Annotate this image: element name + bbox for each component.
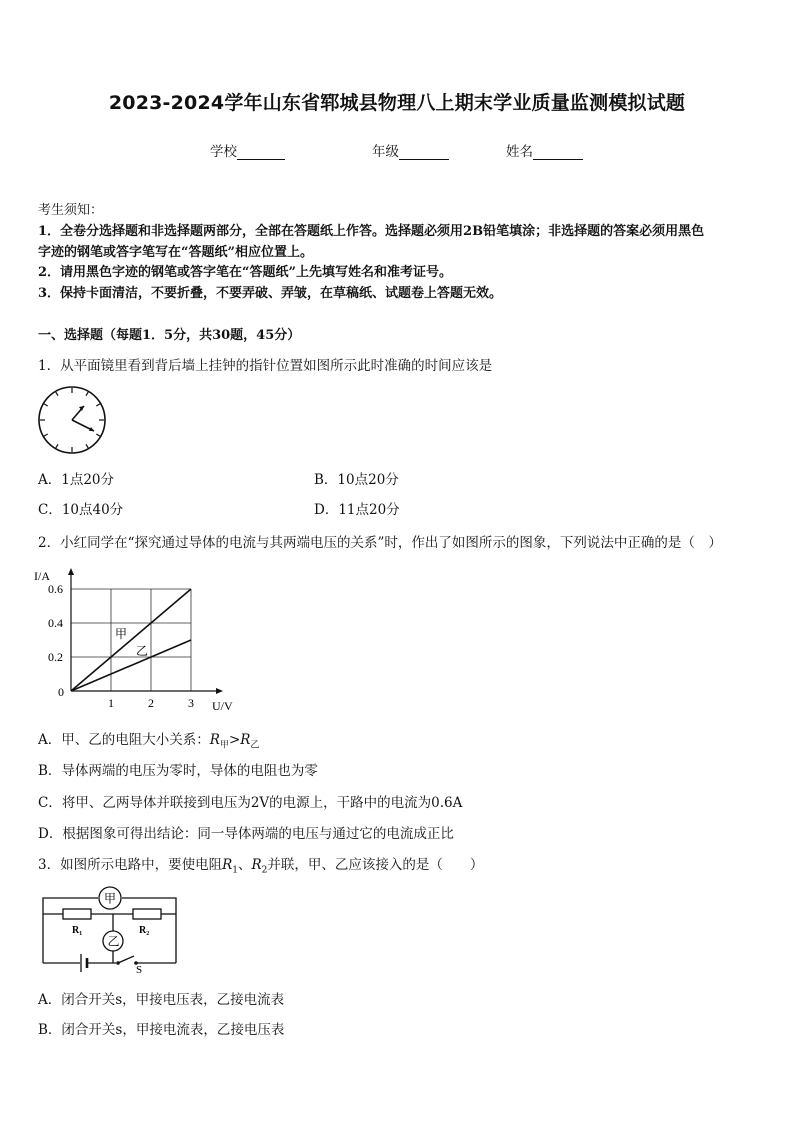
meter-jia [99, 887, 121, 909]
origin-label: 0 [58, 685, 64, 699]
grade-field [372, 140, 449, 160]
battery-icon [81, 954, 87, 972]
switch-label: S [136, 964, 143, 976]
r2-label: R₂ [139, 925, 150, 936]
name-field [506, 140, 583, 160]
notice-heading: 考生须知： [38, 203, 104, 218]
question-1-option-d: D．11点20分 [314, 502, 400, 518]
question-1-option-b: B．10点20分 [314, 472, 399, 488]
y-tick-label: 0.2 [48, 650, 63, 664]
question-2-option-a: A．甲、乙的电阻大小关系：$R_甲>R_乙$ [38, 732, 260, 751]
series-line-jia [71, 589, 191, 691]
x-tick-label: 3 [188, 696, 194, 710]
meter-yi [103, 931, 123, 951]
question-2-stem: 2．小红同学在“探究通过导体的电流与其两端电压的关系”时，作出了如图所示的图象，下列说法中正确的是（ ） [38, 535, 722, 551]
chart-axes [68, 568, 223, 694]
question-2-option-c: C．将甲、乙两导体并联接到电压为2V的电源上，干路中的电流为0.6A [38, 795, 463, 811]
question-1-stem: 1．从平面镜里看到背后墙上挂钟的指针位置如图所示此时准确的时间应该是 [38, 358, 493, 374]
question-3-option-a: A．闭合开关s，甲接电压表，乙接电流表 [38, 992, 285, 1008]
question-3-stem: 3．如图所示电路中，要使电阻$R_1$、$R_2$并联，甲、乙应该接入的是（ ） [38, 857, 484, 876]
svg-text:甲: 甲 [104, 891, 117, 906]
switch-icon [116, 956, 138, 965]
section-title: 一、选择题（每题1．5分，共30题，45分） [38, 328, 301, 343]
grade-blank [399, 145, 449, 160]
notice-item: 字迹的钢笔或答字笔写在“答题纸”相应位置上。 [38, 245, 313, 260]
school-blank [237, 145, 285, 160]
notice-item: 3．保持卡面清洁，不要折叠，不要弄破、弄皱，在草稿纸、试题卷上答题无效。 [38, 286, 503, 301]
question-1-option-c: C．10点40分 [38, 502, 124, 518]
grade-label: 年级 [372, 144, 399, 160]
question-1-option-a: A．1点20分 [38, 472, 115, 488]
name-blank [533, 145, 583, 160]
series-line-yi [71, 640, 191, 691]
y-tick-label: 0.6 [48, 582, 63, 596]
question-2-option-b: B．导体两端的电压为零时，导体的电阻也为零 [38, 763, 318, 779]
r1-label: R₁ [72, 925, 83, 936]
clock-icon [36, 384, 108, 456]
chart-series [71, 589, 191, 691]
page-title: 2023-2024学年山东省郓城县物理八上期末学业质量监测模拟试题 [108, 92, 686, 114]
series-label-jia: 甲 [115, 627, 128, 641]
name-label: 姓名 [506, 144, 533, 160]
x-tick-label: 1 [108, 696, 114, 710]
question-3-option-b: B．闭合开关s，甲接电流表，乙接电压表 [38, 1022, 285, 1038]
x-axis-label: U/V [212, 699, 233, 713]
x-tick-label: 2 [148, 696, 154, 710]
iu-graph [30, 562, 233, 714]
notice-item: 1．全卷分选择题和非选择题两部分，全部在答题纸上作答。选择题必须用2B铅笔填涂；非选择题的答案必须用黑色 [38, 224, 705, 239]
y-tick-label: 0.4 [48, 616, 63, 630]
school-field [210, 140, 285, 160]
svg-text:乙: 乙 [107, 934, 120, 949]
school-label: 学校 [210, 144, 237, 160]
y-axis-label: I/A [34, 569, 50, 583]
circuit-diagram [38, 882, 183, 974]
series-label-yi: 乙 [136, 644, 149, 658]
notice-item: 2．请用黑色字迹的钢笔或答字笔在“答题纸”上先填写姓名和准考证号。 [38, 265, 453, 280]
question-2-option-d: D．根据图象可得出结论：同一导体两端的电压与通过它的电流成正比 [38, 826, 454, 842]
